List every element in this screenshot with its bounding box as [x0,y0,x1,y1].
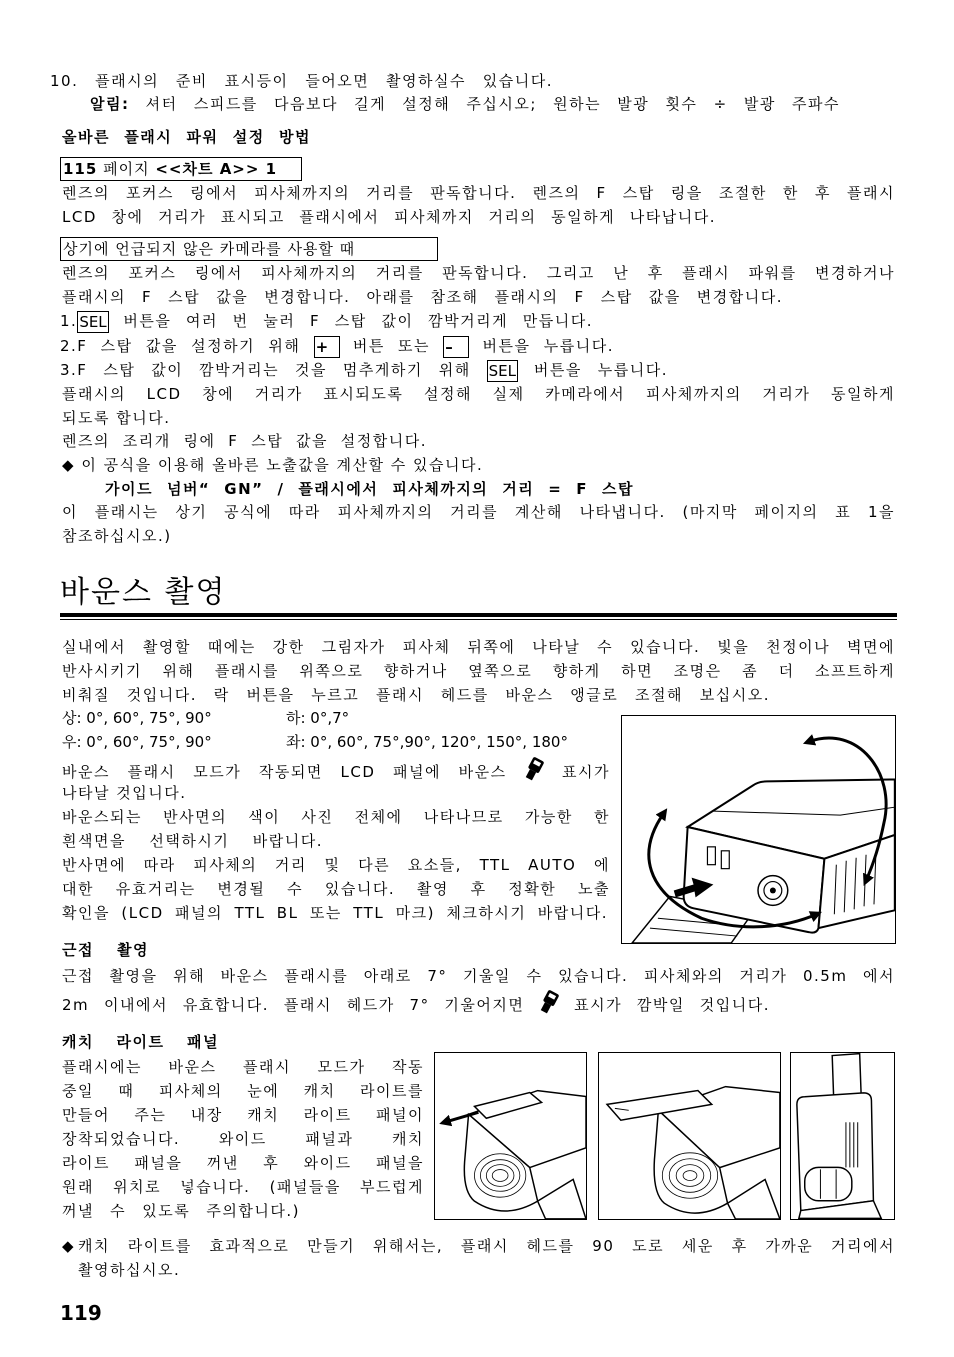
text-line: 이 플래시는 상기 공식에 따라 피사체까지의 거리를 계산해 나타냅니다. (마지막 페이지의 표 1을 [62,503,895,521]
sel-key-label: SEL [488,361,516,380]
flash-body [728,1179,780,1219]
power-para-3 [62,382,895,430]
step-3-text-a: 3.F 스탑 값이 깜박거리는 것을 멈추게하기 위해 [60,361,471,379]
text-line: 반사시키기 위해 플래시를 위쪽으로 향하거나 옆쪽으로 향하게 하면 조명은 좀 더 소프트하게 [62,662,895,680]
step-1-text: 버튼을 여러 번 눌러 F 스탑 값이 깜박거리게 만듭니다. [123,312,593,330]
text-line: 나타날 것입니다. [62,784,187,802]
bounce-range-text [62,853,610,925]
sel-key-label: SEL [79,312,107,331]
text-line: 실내에서 촬영할 때에는 강한 그림자가 피사체 뒤쪽에 나타날 수 있습니다. 빛을 천정이나 벽면에 [62,638,895,656]
title-rule-thick [60,613,897,617]
bounce-indicator-icon [524,757,544,788]
other-camera-label: 상기에 언급되지 않은 카메라를 사용할 때 [63,240,356,258]
power-para-1 [62,181,895,229]
power-para-4: 렌즈의 조리개 링에 F 스탑 값을 설정합니다. [62,432,427,450]
chart-ref-chart: <<차트 A>> 1 [155,160,278,178]
closeup-line-2-b: 표시가 깜박일 것입니다. [574,996,770,1014]
text-line: 플래시의 F 스탑 값을 변경합니다. 아래를 참조해 플래시의 F 스탑 값을 변경합니다. [62,288,783,306]
minus-key-label: – [443,336,469,358]
text-line: 대한 유효거리는 변경될 수 있습니다. 촬영 후 정확한 노출 [62,880,610,898]
formula-intro-line [62,453,562,477]
catchlight-illustration-panel-out [598,1052,781,1220]
step-2-text-b: 버튼 또는 [352,337,431,355]
catchlight-heading: 캐치 라이트 패널 [62,1033,219,1051]
bounce-color-text [62,805,610,853]
tip-bullet: ◆ [62,1237,76,1255]
text-line: 장착되었습니다. 와이드 패널과 캐치 [62,1130,424,1148]
power-para-5 [62,500,895,548]
closeup-heading: 근접 촬영 [62,941,149,959]
title-rule-thin [60,619,897,620]
step-2-text-c: 버튼을 누릅니다. [482,337,614,355]
text-line: 바운스되는 반사면의 색이 사진 전체에 나타나므로 가능한 한 [62,808,610,826]
step-3-line [60,358,668,382]
bounce-intro [62,635,895,707]
text-line: 플래시에는 바운스 플래시 모드가 작동 [62,1058,424,1076]
step-2-text-a: 2.F 스탑 값을 설정하기 위해 [60,337,301,355]
page-number: 119 [60,1301,102,1325]
angle-down: 하: 0°,7° [286,709,350,727]
catchlight-tip [78,1234,895,1282]
text-line: 촬영하십시오. [78,1261,181,1279]
flash-body [538,1179,586,1218]
text-line: 반사면에 따라 피사체의 거리 및 다른 요소들, TTL AUTO 에 [62,856,610,874]
text-line: 참조하십시오.) [62,527,172,545]
guide-number-formula: 가이드 넘버“ GN” / 플래시에서 피사체까지의 거리 = F 스탑 [105,480,634,498]
text-line: 원래 위치로 넣습니다. (패널들을 부드럽게 [62,1178,424,1196]
catchlight-illustration-pull-out [434,1052,587,1220]
chart-reference-box [60,157,302,181]
step-1-number: 1. [60,312,78,330]
angle-left: 좌: 0°, 60°, 75°,90°, 120°, 150°, 180° [286,733,568,751]
chart-ref-page: 115 [63,160,98,178]
text-line: LCD 창에 거리가 표시되고 플래시에서 피사체까지 거리의 동일하게 나타납니다. [62,208,716,226]
catchlight-text [62,1055,424,1223]
note-text: 셔터 스피드를 다음보다 길게 설정해 주십시오; 원하는 발광 횟수 ÷ 발광 주파수 [145,95,840,113]
note-label: 알림: [90,95,130,113]
text-line: 꺼낼 수 있도록 주의합니다.) [62,1202,300,1220]
text-line: 중일 때 피사체의 눈에 캐치 라이트를 [62,1082,424,1100]
plus-key-label: + [314,336,340,358]
text-line: 비춰질 것입니다. 락 버튼을 누르고 플래시 헤드를 바운스 앵글로 조절해 보십시오. [62,686,770,704]
bounce-mode-text-a: 바운스 플래시 모드가 작동되면 LCD 패널에 바운스 [62,763,507,781]
text-line: 렌즈의 포커스 링에서 피사체까지의 거리를 판독합니다. 그리고 난 후 플래시 파워를 변경하거나 [62,264,895,282]
closeup-line-2-a: 2m 이내에서 유효합니다. 플래시 헤드가 7° 기울어지면 [62,996,525,1014]
bounce-section-title: 바운스 촬영 [60,575,227,610]
text-line: 되도록 합니다. [62,409,171,427]
note-line [90,92,840,116]
text-line: 만들어 주는 내장 캐치 라이트 패널이 [62,1106,424,1124]
bounce-indicator-icon [539,990,559,1021]
bounce-flash-illustration [621,715,896,944]
angle-up: 상: 0°, 60°, 75°, 90° [62,709,212,727]
step-1-line [60,309,593,333]
power-para-2 [62,261,895,309]
step-3-text-b: 버튼을 누릅니다. [533,361,668,379]
diamond-bullet: ◆ [62,456,76,474]
text-line [62,757,610,781]
text-line: 라이트 패널을 꺼낸 후 와이드 패널을 [62,1154,424,1172]
text-line: 캐치 라이트를 효과적으로 만들기 위해서는, 플래시 헤드를 90 도로 세운 후 가까운 거리에서 [78,1237,895,1255]
step-10-line: 10. 플래시의 준비 표시등이 들어오면 촬영하실수 있습니다. [50,72,553,90]
bounce-mode-text [62,757,610,805]
bounce-mode-text-b: 표시가 [562,763,610,781]
formula-intro-text: 이 공식을 이용해 올바른 노출값을 계산할 수 있습니다. [81,456,484,474]
tilt-barrel [805,1167,852,1200]
chart-ref-page-word: 페이지 [103,160,150,178]
other-camera-box [60,237,438,261]
angle-right: 우: 0°, 60°, 75°, 90° [62,733,212,751]
lock-center [770,887,776,893]
text-line: 확인을 (LCD 패널의 TTL BL 또는 TTL 마크) 체크하시기 바랍니다. [62,904,608,922]
text-line: 흰색면을 선택하시기 바랍니다. [62,832,323,850]
closeup-line-1: 근접 촬영을 위해 바운스 플래시를 아래로 7° 기울일 수 있습니다. 피사체와의 거리가 0.5m 에서 [62,967,895,985]
text-line: 렌즈의 포커스 링에서 피사체까지의 거리를 판독합니다. 렌즈의 F 스탑 링을 조절한 한 후 플래시 [62,184,895,202]
closeup-line-2 [62,990,770,1014]
power-setting-heading: 올바른 플래시 파워 설정 방법 [62,128,311,146]
catchlight-illustration-head-up [790,1052,895,1220]
text-line: 플래시의 LCD 창에 거리가 표시되도록 설정해 실제 카메라에서 피사체까지의 거리가 동일하게 [62,385,895,403]
step-2-line [60,334,614,358]
